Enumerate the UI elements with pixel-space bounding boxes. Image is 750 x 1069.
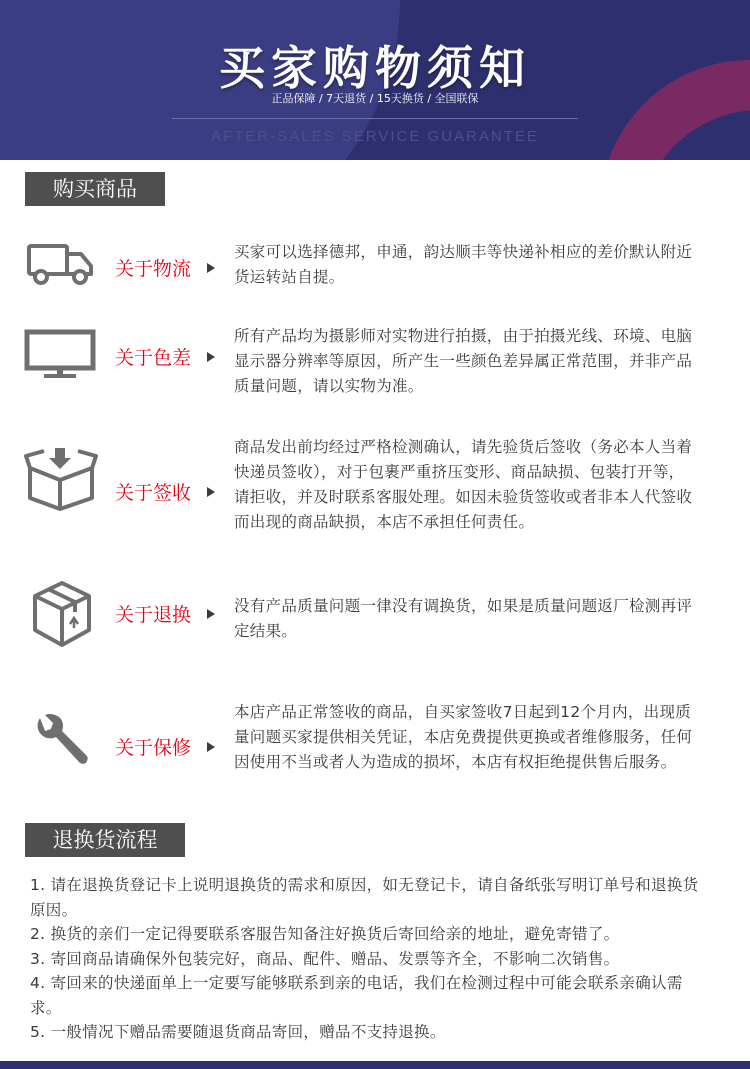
footer-bar [0,1061,750,1069]
page-title: 买家购物须知 [219,41,531,95]
list-item: 2. 换货的亲们一定记得要联系客服告知备注好换货后寄回给亲的地址，避免寄错了。 [30,925,620,943]
arrow-right-icon [207,352,215,362]
package-icon [32,580,92,648]
item-label-logistics: 关于物流 [115,258,192,280]
item-label-warranty: 关于保修 [115,737,192,759]
item-label-color: 关于色差 [115,347,192,369]
item-label-returns: 关于退换 [115,604,192,626]
item-text-signing: 商品发出前均经过严格检测确认，请先验货后签收（务必本人当着快递员签收），对于包裹严重挤压变形、商品缺损、包装打开等，请拒收，并及时联系客服处理。如因未验货签收或者非本人代签收而出现的商品缺损，本店不承担任何责任。 [234,438,693,531]
list-item: 4. 寄回来的快递面单上一定要写能够联系到亲的电话，我们在检测过程中可能会联系亲确认需求。 [30,974,683,1017]
list-item: 3. 寄回商品请确保外包装完好，商品、配件、赠品、发票等齐全，不影响二次销售。 [30,949,620,968]
arrow-right-icon [207,609,215,619]
box-download-icon [24,446,98,512]
item-text-warranty: 本店产品正常签收的商品，自买家签收7日起到12个月内，出现质量问题买家提供相关凭证，本店免费提供更换或者维修服务，任何因使用不当或者人为造成的损坏，本店有权拒绝提供售后服务。 [234,703,693,771]
item-text-color: 所有产品均为摄影师对实物进行拍摄，由于拍摄光线、环境、电脑显示器分辨率等原因，所产生一些颜色差异属正常范围，并非产品质量问题，请以实物为准。 [234,327,693,395]
page-subtitle: 正品保障 / 7天退货 / 15天换货 / 全国联保 [271,92,479,105]
item-text-logistics: 买家可以选择德邦，申通，韵达顺丰等快递补相应的差价默认附近货运转站自提。 [234,243,693,286]
section-title-purchase: 购买商品 [25,172,165,206]
arrow-right-icon [207,742,215,752]
list-item: 5. 一般情况下赠品需要随退货商品寄回，赠品不支持退换。 [30,1023,446,1041]
wrench-icon [34,712,90,768]
section-title-process: 退换货流程 [25,823,185,857]
monitor-icon [24,329,96,379]
list-item: 1. 请在退换货登记卡上说明退换货的需求和原因，如无登记卡，请自备纸张写明订单号和退换货原因。 [30,876,699,919]
item-label-signing: 关于签收 [115,482,192,504]
arrow-right-icon [207,263,215,273]
item-text-returns: 没有产品质量问题一律没有调换货，如果是质量问题返厂检测再评定结果。 [234,597,693,640]
process-steps-list [30,873,710,1045]
arrow-right-icon [207,487,215,497]
truck-icon [26,242,96,286]
divider [172,118,578,119]
header-banner [0,0,750,160]
english-caption: AFTER-SALES SERVICE GUARANTEE [211,128,539,145]
